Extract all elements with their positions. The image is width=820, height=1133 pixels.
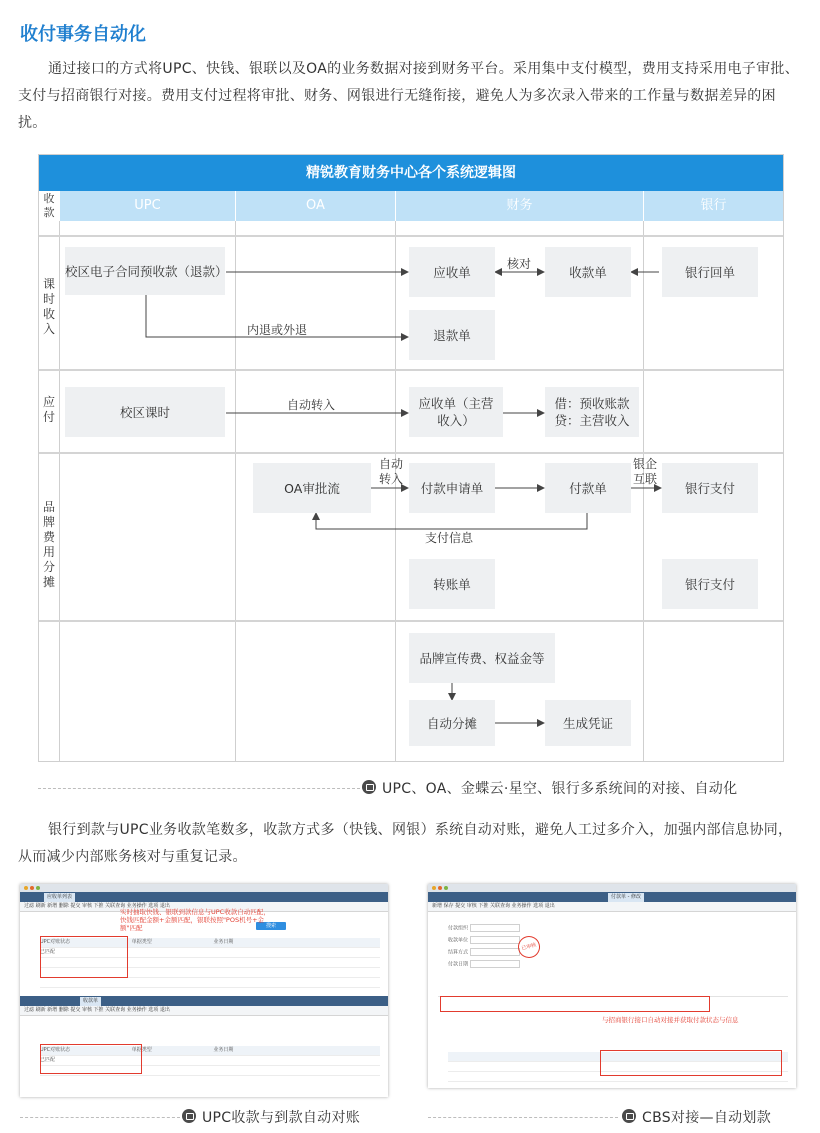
screenshot-cbs-transfer: 付款单 - 修改 新增 保存 提交 审核 下推 关联查询 业务操作 选项 退出 付款组织 收款单位 结算方式 付款日期 已审核 与招商银行接口自动对接并获取付款状态与信息 <box>428 884 796 1088</box>
label-bank-link: 银企互联 <box>633 457 658 486</box>
approved-stamp: 已审核 <box>516 934 543 961</box>
search-button[interactable]: 搜索 <box>256 922 286 930</box>
caption-icon <box>622 1109 636 1123</box>
screenshot-upc-reconcile: 应收单列表 过滤 刷新 新增 删除 提交 审核 下推 关联查询 业务操作 选项 退出 搜索 UPC对账状态 单据类型 业务日期 已匹配 实时抽取快钱、银联到款信息与UPC收款自动匹配，快钱匹配金额+金额匹配，银联按照"POS机号+金额"匹配 收款单 过滤 刷新 新增 删除 提交 审核 下推 关联查询 业务操作 选项 退出 UPC对账状态 单据类型 业务日期 已匹配 <box>20 884 388 1097</box>
box-payment-request: 付款申请单 <box>409 463 495 513</box>
annotation-right: 与招商银行接口自动对接并获取付款状态与信息 <box>602 1016 739 1024</box>
box-bank-receipt: 银行回单 <box>662 247 758 297</box>
diagram-caption-text: UPC、OA、金蝶云·星空、银行多系统间的对接、自动化 <box>382 781 738 797</box>
receipt-table-top: UPC对账状态 单据类型 业务日期 已匹配 <box>40 938 380 988</box>
box-transfer: 转账单 <box>409 559 495 609</box>
box-campus-contract: 校区电子合同预收款（退款） <box>65 247 225 295</box>
box-brand-fee: 品牌宣传费、权益金等 <box>409 633 555 683</box>
caption-icon <box>362 780 376 794</box>
caption-right <box>428 1107 798 1127</box>
box-receipt: 收款单 <box>545 247 631 297</box>
receipt-table-bottom: UPC对账状态 单据类型 业务日期 已匹配 <box>40 1046 380 1076</box>
column-upc: UPC <box>60 191 235 221</box>
page-title: 收付事务自动化 <box>20 24 146 45</box>
box-auto-allocation: 自动分摊 <box>409 700 495 746</box>
box-bank-payment-2: 银行支付 <box>662 559 758 609</box>
diagram-corner-label: 收款 <box>39 191 59 222</box>
label-auto-transfer-2: 自动转入 <box>379 457 404 486</box>
diagram-caption <box>38 778 798 798</box>
label-auto-transfer-1: 自动转入 <box>287 398 336 412</box>
caption-left-text: UPC收款与到款自动对账 <box>202 1110 361 1126</box>
diagram-title: 精锐教育财务中心各个系统逻辑图 <box>39 155 783 191</box>
label-refund-path: 内退或外退 <box>247 323 308 337</box>
row-label-payable: 应付 <box>42 395 55 424</box>
tab-payment-edit[interactable]: 付款单 - 修改 <box>608 893 644 902</box>
highlight-status-top <box>40 936 128 978</box>
box-oa-flow: OA审批流 <box>253 463 371 513</box>
column-bank: 银行 <box>644 191 783 221</box>
caption-right-text: CBS对接—自动划款 <box>642 1110 772 1126</box>
system-logic-diagram <box>38 154 784 762</box>
column-finance: 财务 <box>396 191 643 221</box>
label-payment-info: 支付信息 <box>425 531 474 545</box>
row-label-course-income: 课时收入 <box>42 277 55 336</box>
row-label-brand-allocation: 品牌费用分摊 <box>42 500 55 589</box>
tab-receivable-list[interactable]: 应收单列表 <box>44 893 75 902</box>
box-refund: 退款单 <box>409 310 495 360</box>
tab-receipt[interactable]: 收款单 <box>80 997 101 1006</box>
box-campus-hours: 校区课时 <box>65 387 225 437</box>
highlight-payment-status <box>440 996 710 1012</box>
box-journal-entry: 借：预收账款贷：主营收入 <box>545 387 639 437</box>
label-reconcile: 核对 <box>507 257 532 271</box>
box-bank-payment: 银行支付 <box>662 463 758 513</box>
reconcile-paragraph: 银行到款与UPC业务收款笔数多，收款方式多（快钱、网银）系统自动对账，避免人工过多介入，加强内部信息协同，从而减少内部账务核对与重复记录。 <box>18 822 793 865</box>
box-generate-voucher: 生成凭证 <box>545 700 631 746</box>
box-receivable: 应收单 <box>409 247 495 297</box>
box-receivable-main: 应收单（主营收入） <box>409 387 503 437</box>
intro-paragraph: 通过接口的方式将UPC、快钱、银联以及OA的业务数据对接到财务平台。采用集中支付模型，费用支持采用电子审批、支付与招商银行对接。费用支付过程将审批、财务、网银进行无缝衔接，避免人为多次录入带来的工作量与数据差异的困扰。 <box>18 61 800 131</box>
highlight-status-bottom <box>40 1044 142 1074</box>
caption-left <box>20 1107 390 1127</box>
column-oa: OA <box>236 191 395 221</box>
screenshot-toolbar: 过滤 刷新 新增 删除 提交 审核 下推 关联查询 业务操作 选项 退出 <box>20 902 388 912</box>
box-payment: 付款单 <box>545 463 631 513</box>
annotation-left: 实时抽取快钱、银联到款信息与UPC收款自动匹配，快钱匹配金额+金额匹配，银联按照"POS机号+金额"匹配 <box>120 908 270 932</box>
caption-icon <box>182 1109 196 1123</box>
highlight-bank-amount <box>600 1050 782 1076</box>
screenshot-toolbar: 新增 保存 提交 审核 下推 关联查询 业务操作 选项 退出 <box>428 902 796 912</box>
